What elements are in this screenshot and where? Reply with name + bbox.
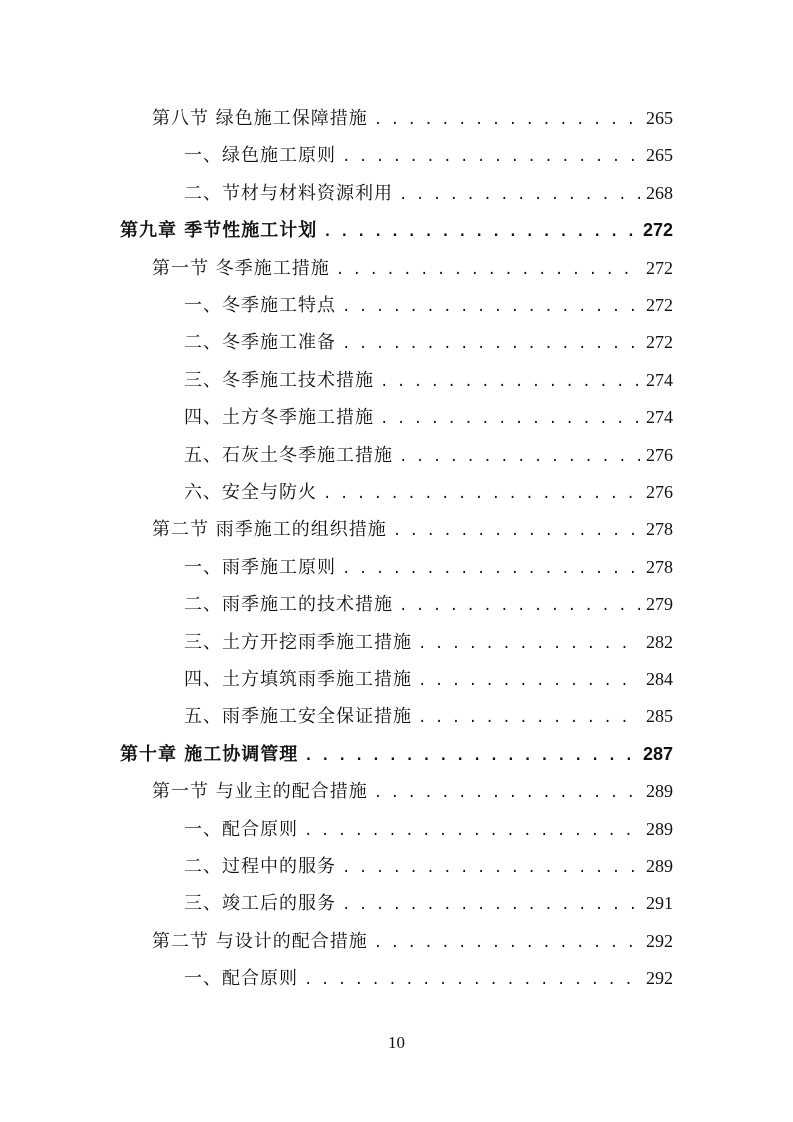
toc-entry[interactable] bbox=[184, 702, 673, 732]
toc-entry-title: 二、冬季施工准备 bbox=[184, 332, 336, 354]
toc-entry-title: 第二节 雨季施工的组织措施 bbox=[152, 519, 387, 541]
toc-entry[interactable] bbox=[184, 665, 673, 695]
dot-leader bbox=[323, 224, 637, 240]
dot-leader bbox=[418, 636, 640, 652]
toc-entry-title: 一、雨季施工原则 bbox=[184, 556, 336, 578]
toc-entry[interactable] bbox=[120, 740, 673, 770]
toc-entry-page: 265 bbox=[646, 108, 673, 128]
toc-entry-page: 272 bbox=[642, 220, 673, 241]
dot-leader bbox=[304, 972, 640, 988]
dot-leader bbox=[418, 710, 640, 726]
page-number: 10 bbox=[388, 1033, 405, 1052]
toc-entry[interactable] bbox=[152, 515, 673, 545]
toc-entry-title: 第十章 施工协调管理 bbox=[120, 743, 299, 765]
toc-entry[interactable] bbox=[184, 328, 673, 358]
toc-entry-title: 一、冬季施工特点 bbox=[184, 295, 336, 316]
toc-entry-page: 268 bbox=[646, 182, 673, 203]
toc-entry-page: 279 bbox=[646, 594, 673, 615]
toc-entry[interactable] bbox=[184, 291, 673, 321]
toc-entry-page: 292 bbox=[646, 930, 673, 951]
toc-entry-page: 276 bbox=[646, 444, 673, 465]
dot-leader bbox=[323, 486, 640, 502]
toc-entry[interactable] bbox=[184, 403, 673, 433]
toc-entry-page: 272 bbox=[646, 257, 673, 278]
toc-entry-page: 292 bbox=[646, 968, 673, 989]
toc-entry-page: 274 bbox=[646, 369, 673, 390]
toc-entry-page: 274 bbox=[646, 407, 673, 428]
toc-entry[interactable] bbox=[184, 141, 673, 171]
dot-leader bbox=[342, 897, 640, 913]
toc-entry[interactable] bbox=[184, 441, 673, 471]
toc-entry-page: 282 bbox=[646, 631, 673, 652]
toc-entry-page: 272 bbox=[646, 332, 673, 353]
toc-entry[interactable] bbox=[184, 815, 673, 845]
dot-leader bbox=[342, 561, 640, 577]
toc-entry-page: 284 bbox=[646, 669, 673, 689]
toc-entry[interactable] bbox=[184, 179, 673, 209]
toc-entry-page: 287 bbox=[642, 743, 673, 764]
toc-entry-title: 二、过程中的服务 bbox=[184, 856, 336, 877]
toc-entry[interactable] bbox=[184, 553, 673, 583]
dot-leader bbox=[374, 112, 640, 128]
toc-entry[interactable] bbox=[184, 478, 673, 508]
dot-leader bbox=[374, 785, 640, 801]
dot-leader bbox=[380, 374, 640, 390]
toc-entry-title: 第一节 与业主的配合措施 bbox=[152, 781, 368, 803]
toc-entry-page: 289 bbox=[646, 818, 673, 839]
dot-leader bbox=[374, 935, 640, 951]
dot-leader bbox=[418, 673, 640, 689]
dot-leader bbox=[336, 262, 640, 278]
toc-entry-page: 278 bbox=[646, 556, 673, 577]
toc-entry[interactable] bbox=[152, 104, 673, 134]
toc-entry[interactable] bbox=[184, 628, 673, 658]
toc-entry[interactable] bbox=[184, 852, 673, 882]
dot-leader bbox=[342, 860, 640, 876]
toc-entry-title: 一、配合原则 bbox=[184, 968, 298, 990]
dot-leader bbox=[304, 823, 640, 839]
toc-entry-title: 五、石灰土冬季施工措施 bbox=[184, 444, 393, 466]
toc-entry-title: 二、雨季施工的技术措施 bbox=[184, 594, 393, 616]
toc-entry[interactable] bbox=[120, 216, 673, 246]
toc-entry[interactable] bbox=[152, 254, 673, 284]
toc-entry-title: 六、安全与防火 bbox=[184, 482, 317, 503]
dot-leader bbox=[393, 523, 640, 539]
toc-entry[interactable] bbox=[152, 927, 673, 957]
toc-entry-title: 二、节材与材料资源利用 bbox=[184, 182, 393, 204]
dot-leader bbox=[342, 149, 640, 165]
toc-entry-title: 第二节 与设计的配合措施 bbox=[152, 930, 368, 952]
toc-entry-title: 三、竣工后的服务 bbox=[184, 893, 336, 915]
toc-entry-page: 272 bbox=[646, 295, 673, 315]
toc-entry[interactable] bbox=[184, 590, 673, 620]
toc-entry-title: 一、配合原则 bbox=[184, 818, 298, 840]
toc-entry-title: 三、土方开挖雨季施工措施 bbox=[184, 631, 412, 653]
dot-leader bbox=[304, 748, 637, 764]
toc-entry-title: 五、雨季施工安全保证措施 bbox=[184, 706, 412, 728]
toc-entry[interactable] bbox=[184, 964, 673, 994]
toc-entry-page: 285 bbox=[646, 706, 673, 727]
toc-entry-page: 276 bbox=[646, 482, 673, 502]
toc-entry-title: 四、土方填筑雨季施工措施 bbox=[184, 669, 412, 690]
dot-leader bbox=[342, 299, 640, 315]
toc-entry[interactable] bbox=[184, 366, 673, 396]
dot-leader bbox=[399, 187, 640, 203]
toc-entry[interactable] bbox=[184, 889, 673, 919]
toc-entry-title: 三、冬季施工技术措施 bbox=[184, 369, 374, 391]
toc-entry-title: 一、绿色施工原则 bbox=[184, 145, 336, 167]
dot-leader bbox=[342, 336, 640, 352]
toc-entry-page: 265 bbox=[646, 145, 673, 166]
toc-entry[interactable] bbox=[152, 777, 673, 807]
toc-entry-title: 第八节 绿色施工保障措施 bbox=[152, 108, 368, 129]
dot-leader bbox=[399, 598, 640, 614]
dot-leader bbox=[380, 411, 640, 427]
toc-entry-page: 289 bbox=[646, 856, 673, 876]
toc-entry-title: 四、土方冬季施工措施 bbox=[184, 407, 374, 429]
toc-entry-page: 278 bbox=[646, 519, 673, 540]
toc-entry-page: 291 bbox=[646, 893, 673, 914]
toc-entry-title: 第一节 冬季施工措施 bbox=[152, 257, 330, 279]
toc-entry-title: 第九章 季节性施工计划 bbox=[120, 220, 318, 242]
dot-leader bbox=[399, 449, 640, 465]
toc-entry-page: 289 bbox=[646, 781, 673, 802]
